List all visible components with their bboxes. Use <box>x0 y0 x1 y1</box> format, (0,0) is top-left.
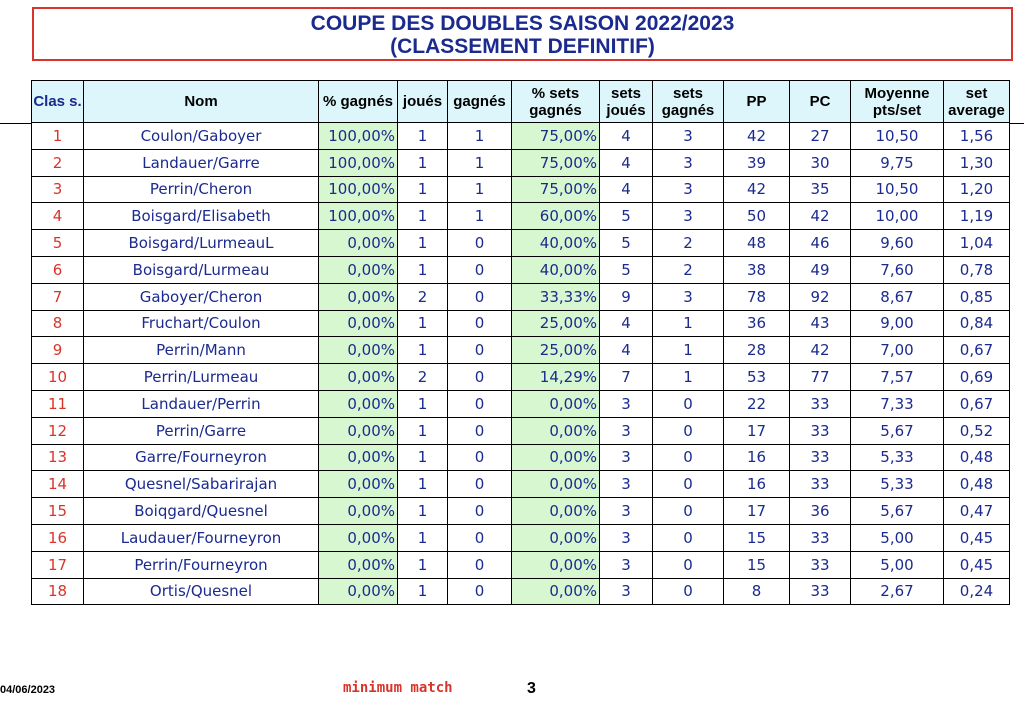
won-cell: 0 <box>448 337 512 364</box>
pp-cell: 39 <box>724 149 790 176</box>
rank-cell: 17 <box>32 551 84 578</box>
set-avg-cell: 0,24 <box>944 578 1010 605</box>
sets-won-cell: 2 <box>653 230 724 257</box>
pp-cell: 42 <box>724 123 790 150</box>
pc-cell: 33 <box>790 551 851 578</box>
pct-won-cell: 0,00% <box>319 230 398 257</box>
pc-cell: 33 <box>790 444 851 471</box>
standings-table <box>31 80 1010 605</box>
pct-sets-cell: 33,33% <box>512 283 600 310</box>
pc-cell: 49 <box>790 256 851 283</box>
table-row <box>32 123 1010 150</box>
won-cell: 0 <box>448 551 512 578</box>
table-row <box>32 149 1010 176</box>
avg-cell: 7,33 <box>851 390 944 417</box>
pc-cell: 33 <box>790 417 851 444</box>
name-cell: Fruchart/Coulon <box>84 310 319 337</box>
sets-won-cell: 1 <box>653 310 724 337</box>
header-pc: PC <box>790 81 851 123</box>
sets-won-cell: 3 <box>653 123 724 150</box>
pct-won-cell: 100,00% <box>319 149 398 176</box>
header-row <box>32 81 1010 123</box>
title-line-2: (CLASSEMENT DEFINITIF) <box>390 35 655 58</box>
sets-won-cell: 1 <box>653 337 724 364</box>
avg-cell: 5,67 <box>851 498 944 525</box>
avg-cell: 8,67 <box>851 283 944 310</box>
right-rule <box>1009 123 1024 124</box>
table-row <box>32 498 1010 525</box>
pct-sets-cell: 0,00% <box>512 578 600 605</box>
set-avg-cell: 1,20 <box>944 176 1010 203</box>
rank-cell: 9 <box>32 337 84 364</box>
sets-played-cell: 4 <box>600 149 653 176</box>
won-cell: 0 <box>448 283 512 310</box>
rank-cell: 14 <box>32 471 84 498</box>
won-cell: 0 <box>448 256 512 283</box>
pct-won-cell: 0,00% <box>319 390 398 417</box>
name-cell: Gaboyer/Cheron <box>84 283 319 310</box>
name-cell: Ortis/Quesnel <box>84 578 319 605</box>
pc-cell: 42 <box>790 337 851 364</box>
sets-won-cell: 0 <box>653 524 724 551</box>
won-cell: 0 <box>448 498 512 525</box>
pct-won-cell: 0,00% <box>319 364 398 391</box>
rank-cell: 11 <box>32 390 84 417</box>
pp-cell: 17 <box>724 417 790 444</box>
sets-won-cell: 3 <box>653 176 724 203</box>
sets-won-cell: 0 <box>653 498 724 525</box>
played-cell: 1 <box>398 149 448 176</box>
sets-won-cell: 3 <box>653 283 724 310</box>
table-row <box>32 256 1010 283</box>
set-avg-cell: 0,67 <box>944 390 1010 417</box>
won-cell: 0 <box>448 230 512 257</box>
pct-sets-cell: 0,00% <box>512 471 600 498</box>
avg-cell: 9,00 <box>851 310 944 337</box>
sets-won-cell: 0 <box>653 471 724 498</box>
set-avg-cell: 0,45 <box>944 551 1010 578</box>
pp-cell: 36 <box>724 310 790 337</box>
table-row <box>32 390 1010 417</box>
pc-cell: 33 <box>790 524 851 551</box>
pct-sets-cell: 0,00% <box>512 524 600 551</box>
pct-sets-cell: 40,00% <box>512 256 600 283</box>
sets-won-cell: 0 <box>653 578 724 605</box>
avg-cell: 10,00 <box>851 203 944 230</box>
avg-cell: 2,67 <box>851 578 944 605</box>
set-avg-cell: 1,04 <box>944 230 1010 257</box>
pc-cell: 46 <box>790 230 851 257</box>
header-avg: Moyenne pts/set <box>851 81 944 123</box>
pc-cell: 33 <box>790 471 851 498</box>
name-cell: Laudauer/Fourneyron <box>84 524 319 551</box>
name-cell: Landauer/Perrin <box>84 390 319 417</box>
sets-played-cell: 5 <box>600 203 653 230</box>
rank-cell: 10 <box>32 364 84 391</box>
set-avg-cell: 0,69 <box>944 364 1010 391</box>
rank-cell: 13 <box>32 444 84 471</box>
title-box <box>32 7 1013 61</box>
won-cell: 0 <box>448 524 512 551</box>
pct-sets-cell: 0,00% <box>512 444 600 471</box>
set-avg-cell: 0,47 <box>944 498 1010 525</box>
pct-won-cell: 100,00% <box>319 123 398 150</box>
rank-cell: 3 <box>32 176 84 203</box>
played-cell: 1 <box>398 310 448 337</box>
pc-cell: 35 <box>790 176 851 203</box>
sets-played-cell: 5 <box>600 256 653 283</box>
table-row <box>32 283 1010 310</box>
name-cell: Garre/Fourneyron <box>84 444 319 471</box>
sets-played-cell: 3 <box>600 444 653 471</box>
won-cell: 1 <box>448 203 512 230</box>
header-pp: PP <box>724 81 790 123</box>
pc-cell: 77 <box>790 364 851 391</box>
won-cell: 0 <box>448 390 512 417</box>
name-cell: Perrin/Garre <box>84 417 319 444</box>
table-row <box>32 524 1010 551</box>
sets-won-cell: 0 <box>653 444 724 471</box>
page-number: 3 <box>527 680 536 697</box>
pct-won-cell: 0,00% <box>319 283 398 310</box>
played-cell: 1 <box>398 337 448 364</box>
title-line-1: COUPE DES DOUBLES SAISON 2022/2023 <box>310 12 735 35</box>
set-avg-cell: 0,84 <box>944 310 1010 337</box>
sets-played-cell: 3 <box>600 551 653 578</box>
header-sets-won: sets gagnés <box>653 81 724 123</box>
table-row <box>32 578 1010 605</box>
pc-cell: 43 <box>790 310 851 337</box>
name-cell: Perrin/Mann <box>84 337 319 364</box>
played-cell: 1 <box>398 123 448 150</box>
sets-played-cell: 3 <box>600 390 653 417</box>
pc-cell: 36 <box>790 498 851 525</box>
avg-cell: 10,50 <box>851 123 944 150</box>
pp-cell: 42 <box>724 176 790 203</box>
pct-sets-cell: 0,00% <box>512 390 600 417</box>
avg-cell: 5,00 <box>851 551 944 578</box>
header-played: joués <box>398 81 448 123</box>
avg-cell: 9,60 <box>851 230 944 257</box>
set-avg-cell: 0,48 <box>944 471 1010 498</box>
played-cell: 1 <box>398 578 448 605</box>
won-cell: 0 <box>448 364 512 391</box>
pp-cell: 28 <box>724 337 790 364</box>
avg-cell: 9,75 <box>851 149 944 176</box>
set-avg-cell: 0,45 <box>944 524 1010 551</box>
pct-won-cell: 100,00% <box>319 176 398 203</box>
won-cell: 1 <box>448 123 512 150</box>
rank-cell: 7 <box>32 283 84 310</box>
avg-cell: 5,33 <box>851 471 944 498</box>
name-cell: Perrin/Fourneyron <box>84 551 319 578</box>
name-cell: Perrin/Cheron <box>84 176 319 203</box>
avg-cell: 7,60 <box>851 256 944 283</box>
rank-cell: 15 <box>32 498 84 525</box>
sets-played-cell: 3 <box>600 498 653 525</box>
played-cell: 1 <box>398 256 448 283</box>
won-cell: 0 <box>448 471 512 498</box>
name-cell: Coulon/Gaboyer <box>84 123 319 150</box>
pp-cell: 48 <box>724 230 790 257</box>
pct-sets-cell: 75,00% <box>512 149 600 176</box>
sets-played-cell: 7 <box>600 364 653 391</box>
won-cell: 0 <box>448 417 512 444</box>
rank-cell: 2 <box>32 149 84 176</box>
name-cell: Perrin/Lurmeau <box>84 364 319 391</box>
played-cell: 1 <box>398 230 448 257</box>
sets-won-cell: 0 <box>653 390 724 417</box>
played-cell: 1 <box>398 417 448 444</box>
table-row <box>32 444 1010 471</box>
name-cell: Boisgard/Lurmeau <box>84 256 319 283</box>
pct-sets-cell: 75,00% <box>512 176 600 203</box>
sets-played-cell: 4 <box>600 337 653 364</box>
played-cell: 2 <box>398 364 448 391</box>
table-row <box>32 364 1010 391</box>
sets-played-cell: 9 <box>600 283 653 310</box>
name-cell: Boisgard/LurmeauL <box>84 230 319 257</box>
pc-cell: 33 <box>790 578 851 605</box>
pct-sets-cell: 60,00% <box>512 203 600 230</box>
rank-cell: 5 <box>32 230 84 257</box>
played-cell: 1 <box>398 524 448 551</box>
pct-sets-cell: 0,00% <box>512 551 600 578</box>
avg-cell: 7,57 <box>851 364 944 391</box>
pct-won-cell: 100,00% <box>319 203 398 230</box>
played-cell: 1 <box>398 390 448 417</box>
played-cell: 1 <box>398 203 448 230</box>
set-avg-cell: 0,78 <box>944 256 1010 283</box>
set-avg-cell: 0,52 <box>944 417 1010 444</box>
sets-won-cell: 1 <box>653 364 724 391</box>
pct-sets-cell: 0,00% <box>512 498 600 525</box>
table-body <box>32 123 1010 605</box>
pct-won-cell: 0,00% <box>319 444 398 471</box>
played-cell: 1 <box>398 551 448 578</box>
pc-cell: 33 <box>790 390 851 417</box>
avg-cell: 5,33 <box>851 444 944 471</box>
avg-cell: 5,00 <box>851 524 944 551</box>
pp-cell: 16 <box>724 471 790 498</box>
pp-cell: 53 <box>724 364 790 391</box>
pc-cell: 30 <box>790 149 851 176</box>
pct-sets-cell: 14,29% <box>512 364 600 391</box>
avg-cell: 10,50 <box>851 176 944 203</box>
table-row <box>32 176 1010 203</box>
avg-cell: 7,00 <box>851 337 944 364</box>
won-cell: 0 <box>448 578 512 605</box>
header-name: Nom <box>84 81 319 123</box>
rank-cell: 12 <box>32 417 84 444</box>
set-avg-cell: 1,19 <box>944 203 1010 230</box>
played-cell: 1 <box>398 498 448 525</box>
sets-won-cell: 2 <box>653 256 724 283</box>
pct-sets-cell: 75,00% <box>512 123 600 150</box>
pct-sets-cell: 0,00% <box>512 417 600 444</box>
table-row <box>32 337 1010 364</box>
header-pct-won: % gagnés <box>319 81 398 123</box>
sets-played-cell: 3 <box>600 471 653 498</box>
sets-played-cell: 3 <box>600 578 653 605</box>
table-row <box>32 417 1010 444</box>
played-cell: 1 <box>398 444 448 471</box>
rank-cell: 4 <box>32 203 84 230</box>
sets-played-cell: 4 <box>600 176 653 203</box>
played-cell: 1 <box>398 176 448 203</box>
name-cell: Boisgard/Elisabeth <box>84 203 319 230</box>
pp-cell: 38 <box>724 256 790 283</box>
pct-won-cell: 0,00% <box>319 337 398 364</box>
pct-sets-cell: 25,00% <box>512 310 600 337</box>
footer-date: 04/06/2023 <box>0 684 56 696</box>
rank-cell: 6 <box>32 256 84 283</box>
sets-won-cell: 0 <box>653 417 724 444</box>
pct-won-cell: 0,00% <box>319 498 398 525</box>
pct-sets-cell: 40,00% <box>512 230 600 257</box>
won-cell: 1 <box>448 149 512 176</box>
sets-played-cell: 4 <box>600 310 653 337</box>
sets-won-cell: 3 <box>653 203 724 230</box>
played-cell: 1 <box>398 471 448 498</box>
set-avg-cell: 0,85 <box>944 283 1010 310</box>
rank-cell: 1 <box>32 123 84 150</box>
pp-cell: 16 <box>724 444 790 471</box>
sets-played-cell: 3 <box>600 524 653 551</box>
sets-played-cell: 3 <box>600 417 653 444</box>
pp-cell: 15 <box>724 524 790 551</box>
pp-cell: 17 <box>724 498 790 525</box>
table-row <box>32 551 1010 578</box>
pp-cell: 22 <box>724 390 790 417</box>
rank-cell: 16 <box>32 524 84 551</box>
pc-cell: 42 <box>790 203 851 230</box>
pct-won-cell: 0,00% <box>319 471 398 498</box>
header-set-avg: set average <box>944 81 1010 123</box>
sets-won-cell: 0 <box>653 551 724 578</box>
table-row <box>32 203 1010 230</box>
sets-won-cell: 3 <box>653 149 724 176</box>
won-cell: 1 <box>448 176 512 203</box>
pct-won-cell: 0,00% <box>319 551 398 578</box>
rank-cell: 8 <box>32 310 84 337</box>
set-avg-cell: 0,48 <box>944 444 1010 471</box>
pct-sets-cell: 25,00% <box>512 337 600 364</box>
pct-won-cell: 0,00% <box>319 256 398 283</box>
header-won: gagnés <box>448 81 512 123</box>
set-avg-cell: 1,30 <box>944 149 1010 176</box>
name-cell: Boiqgard/Quesnel <box>84 498 319 525</box>
pct-won-cell: 0,00% <box>319 417 398 444</box>
header-rank: Clas s. <box>32 81 84 123</box>
pp-cell: 50 <box>724 203 790 230</box>
table-row <box>32 471 1010 498</box>
pp-cell: 8 <box>724 578 790 605</box>
set-avg-cell: 1,56 <box>944 123 1010 150</box>
pc-cell: 27 <box>790 123 851 150</box>
rank-cell: 18 <box>32 578 84 605</box>
pc-cell: 92 <box>790 283 851 310</box>
table-row <box>32 310 1010 337</box>
left-rule <box>0 123 31 124</box>
name-cell: Landauer/Garre <box>84 149 319 176</box>
pct-won-cell: 0,00% <box>319 524 398 551</box>
header-pct-sets-won: % sets gagnés <box>512 81 600 123</box>
avg-cell: 5,67 <box>851 417 944 444</box>
pct-won-cell: 0,00% <box>319 578 398 605</box>
table-row <box>32 230 1010 257</box>
won-cell: 0 <box>448 444 512 471</box>
name-cell: Quesnel/Sabarirajan <box>84 471 319 498</box>
sets-played-cell: 5 <box>600 230 653 257</box>
footer-note: minimum match <box>343 680 453 696</box>
played-cell: 2 <box>398 283 448 310</box>
pp-cell: 78 <box>724 283 790 310</box>
sets-played-cell: 4 <box>600 123 653 150</box>
pct-won-cell: 0,00% <box>319 310 398 337</box>
pp-cell: 15 <box>724 551 790 578</box>
header-sets-played: sets joués <box>600 81 653 123</box>
set-avg-cell: 0,67 <box>944 337 1010 364</box>
won-cell: 0 <box>448 310 512 337</box>
